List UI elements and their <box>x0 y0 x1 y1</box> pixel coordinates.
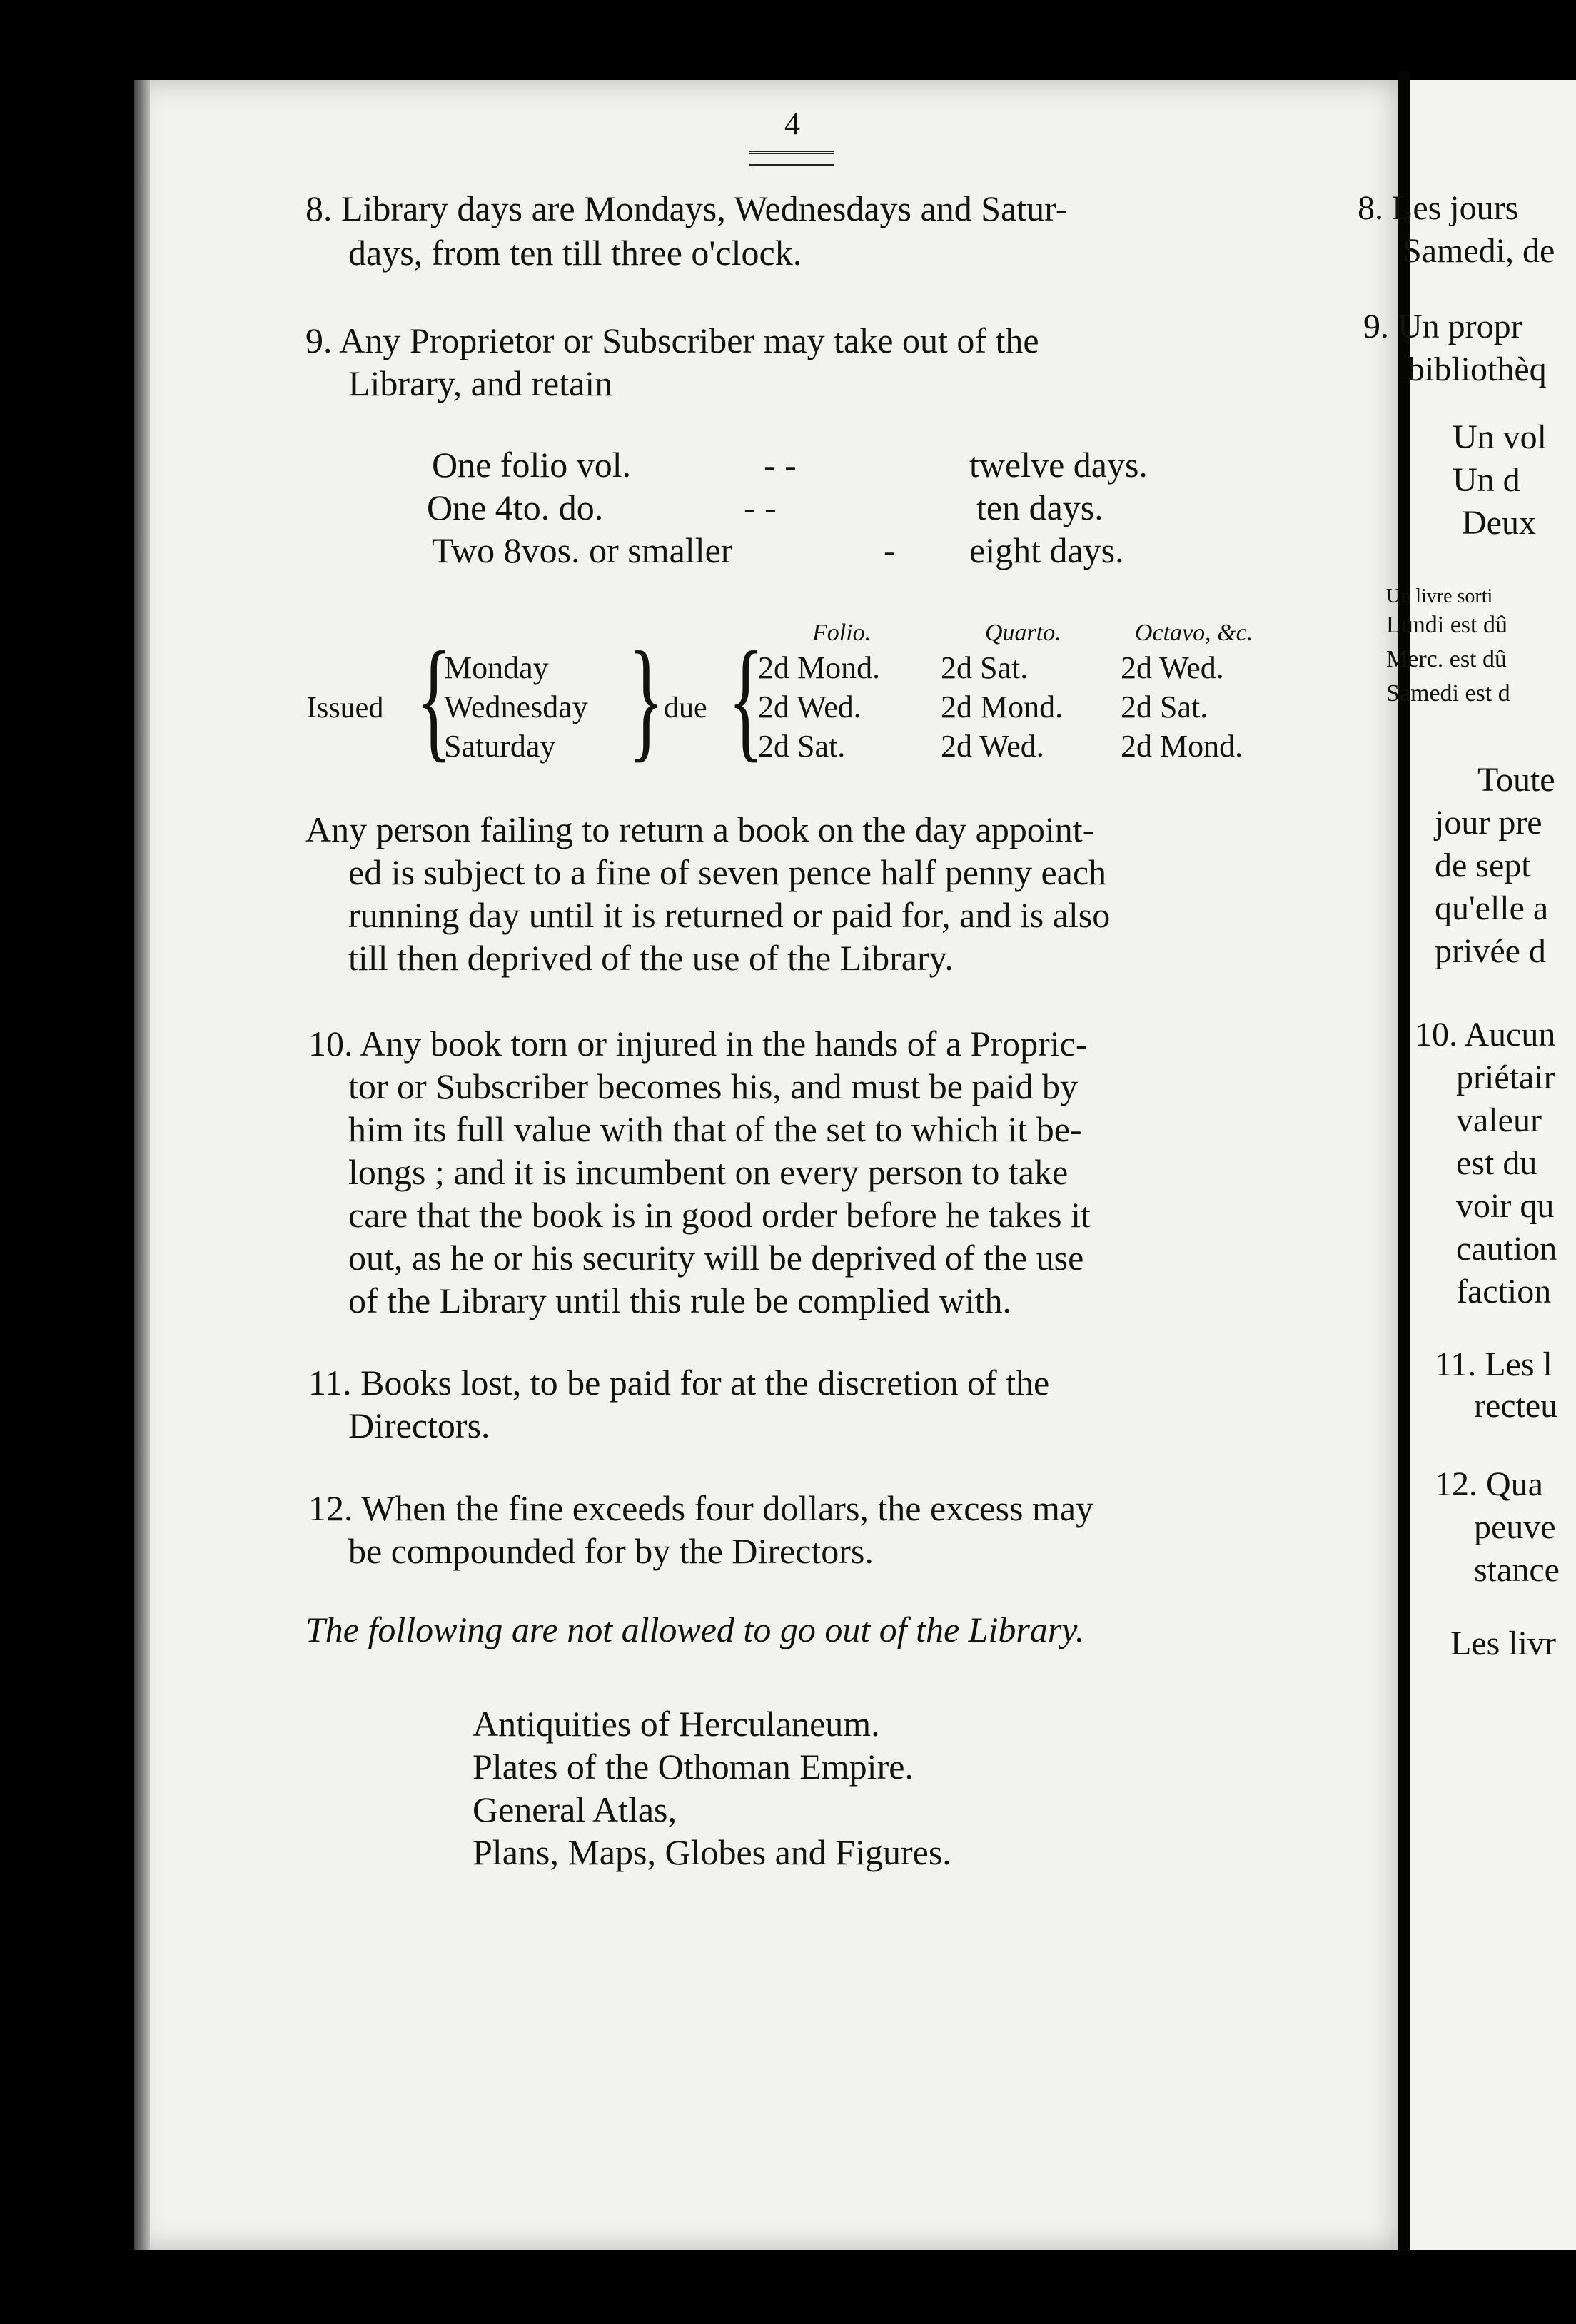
right-line: bibliothèq <box>1408 350 1547 388</box>
right-line: caution <box>1456 1230 1557 1268</box>
rule-12-line: 12. When the fine exceeds four dollars, the excess may <box>308 1488 1094 1528</box>
right-line: Deux <box>1462 504 1536 542</box>
rule-9-line-1: 9. Any Proprietor or Subscriber may take out of the <box>305 320 1039 360</box>
right-line: Un livre sorti <box>1386 585 1493 607</box>
rule-10-line: 10. Any book torn or injured in the hands of a Propric- <box>308 1024 1088 1064</box>
issued-label: Issued <box>307 692 384 724</box>
right-line: Les livr <box>1450 1625 1556 1662</box>
loan-dash: - - <box>744 487 777 527</box>
rule-11-line: 11. Books lost, to be paid for at the discretion of the <box>308 1363 1050 1403</box>
rule-11-line: Directors. <box>348 1405 490 1445</box>
due-label: due <box>664 692 707 724</box>
rule-10-line: care that the book is in good order before he takes it <box>348 1195 1091 1235</box>
right-line: Un d <box>1453 461 1520 499</box>
fine-line: Any person failing to return a book on the day appoint- <box>305 809 1095 849</box>
schedule-cell: 2d Mond. <box>758 650 881 685</box>
loan-dash: - <box>884 530 896 570</box>
loan-item: Two 8vos. or smaller <box>432 530 733 570</box>
right-line: Un vol <box>1453 418 1547 456</box>
page-gutter <box>1398 71 1410 2255</box>
schedule-cell: 2d Sat. <box>941 650 1029 685</box>
restricted-item: Plates of the Othoman Empire. <box>473 1747 914 1787</box>
right-line: faction <box>1456 1273 1552 1310</box>
header-folio: Folio. <box>812 620 872 646</box>
schedule-cell: 2d Mond. <box>1121 729 1243 764</box>
issued-day: Wednesday <box>444 689 588 724</box>
rule-10-line: tor or Subscriber becomes his, and must be paid by <box>348 1066 1079 1106</box>
rule-9-line-2: Library, and retain <box>348 363 613 403</box>
right-line: priétair <box>1456 1059 1555 1096</box>
header-octavo: Octavo, &c. <box>1135 620 1253 646</box>
right-line: valeur <box>1456 1101 1542 1139</box>
rule-10-line: out, as he or his security will be deprived of the use <box>348 1238 1084 1278</box>
right-line: voir qu <box>1456 1187 1555 1225</box>
right-line: Samedi, de <box>1403 232 1555 270</box>
right-line: de sept <box>1435 847 1531 884</box>
fine-line: ed is subject to a fine of seven pence half penny each <box>348 852 1107 892</box>
right-line: 11. Les l <box>1435 1345 1552 1383</box>
header-quarto: Quarto. <box>985 620 1061 646</box>
right-line: qu'elle a <box>1435 889 1549 927</box>
schedule-cell: 2d Sat. <box>1121 689 1208 724</box>
restricted-item: Plans, Maps, Globes and Figures. <box>473 1832 951 1872</box>
loan-dash: - - <box>764 445 797 485</box>
rule-10-line: him its full value with that of the set to which it be- <box>348 1109 1082 1149</box>
right-line: recteu <box>1474 1387 1558 1425</box>
rule-10-line: longs ; and it is incumbent on every person to take <box>348 1152 1069 1192</box>
right-line: 8. Les jours <box>1358 189 1519 227</box>
right-line: est du <box>1456 1144 1537 1182</box>
rule-8-line-1: 8. Library days are Mondays, Wednesdays and Satur- <box>305 188 1068 228</box>
schedule-cell: 2d Wed. <box>1121 650 1224 685</box>
issued-day: Saturday <box>444 729 556 764</box>
loan-item: One 4to. do. <box>427 487 604 527</box>
loan-period: twelve days. <box>969 445 1148 485</box>
schedule-cell: 2d Mond. <box>941 689 1064 724</box>
loan-period: eight days. <box>969 530 1124 570</box>
schedule-cell: 2d Wed. <box>758 689 862 724</box>
restricted-item: General Atlas, <box>473 1789 677 1829</box>
right-line: Lundi est dû <box>1386 612 1507 638</box>
right-line: 10. Aucun <box>1415 1016 1556 1054</box>
rule-10-line: of the Library until this rule be complied with. <box>348 1280 1011 1320</box>
right-line: Merc. est dû <box>1386 646 1507 672</box>
issued-day: Monday <box>444 650 549 685</box>
left-brace: { <box>416 625 453 774</box>
rule-12-line: be compounded for by the Directors. <box>348 1531 874 1571</box>
loan-period: ten days. <box>976 487 1103 527</box>
loan-item: One folio vol. <box>432 445 632 485</box>
schedule-cell: 2d Wed. <box>941 729 1044 764</box>
right-line: Samedi est d <box>1386 680 1510 707</box>
schedule-cell: 2d Sat. <box>758 729 846 764</box>
page-number: 4 <box>784 106 800 141</box>
right-line: 12. Qua <box>1435 1465 1543 1503</box>
right-brace: } <box>628 625 665 774</box>
header-rule <box>749 151 834 166</box>
fine-line: till then deprived of the use of the Library. <box>348 938 954 978</box>
fine-line: running day until it is returned or paid for, and is also <box>348 895 1111 935</box>
right-line: 9. Un propr <box>1363 308 1522 345</box>
right-line: privée d <box>1435 932 1546 970</box>
restricted-heading: The following are not allowed to go out of the Library. <box>305 1610 1085 1649</box>
right-line: peuve <box>1474 1508 1556 1546</box>
restricted-item: Antiquities of Herculaneum. <box>473 1704 880 1744</box>
right-line: Toute <box>1478 761 1555 799</box>
rule-8-line-2: days, from ten till three o'clock. <box>348 233 802 273</box>
right-line: jour pre <box>1435 804 1542 842</box>
due-brace: { <box>728 625 764 774</box>
right-line: stance <box>1474 1551 1560 1589</box>
